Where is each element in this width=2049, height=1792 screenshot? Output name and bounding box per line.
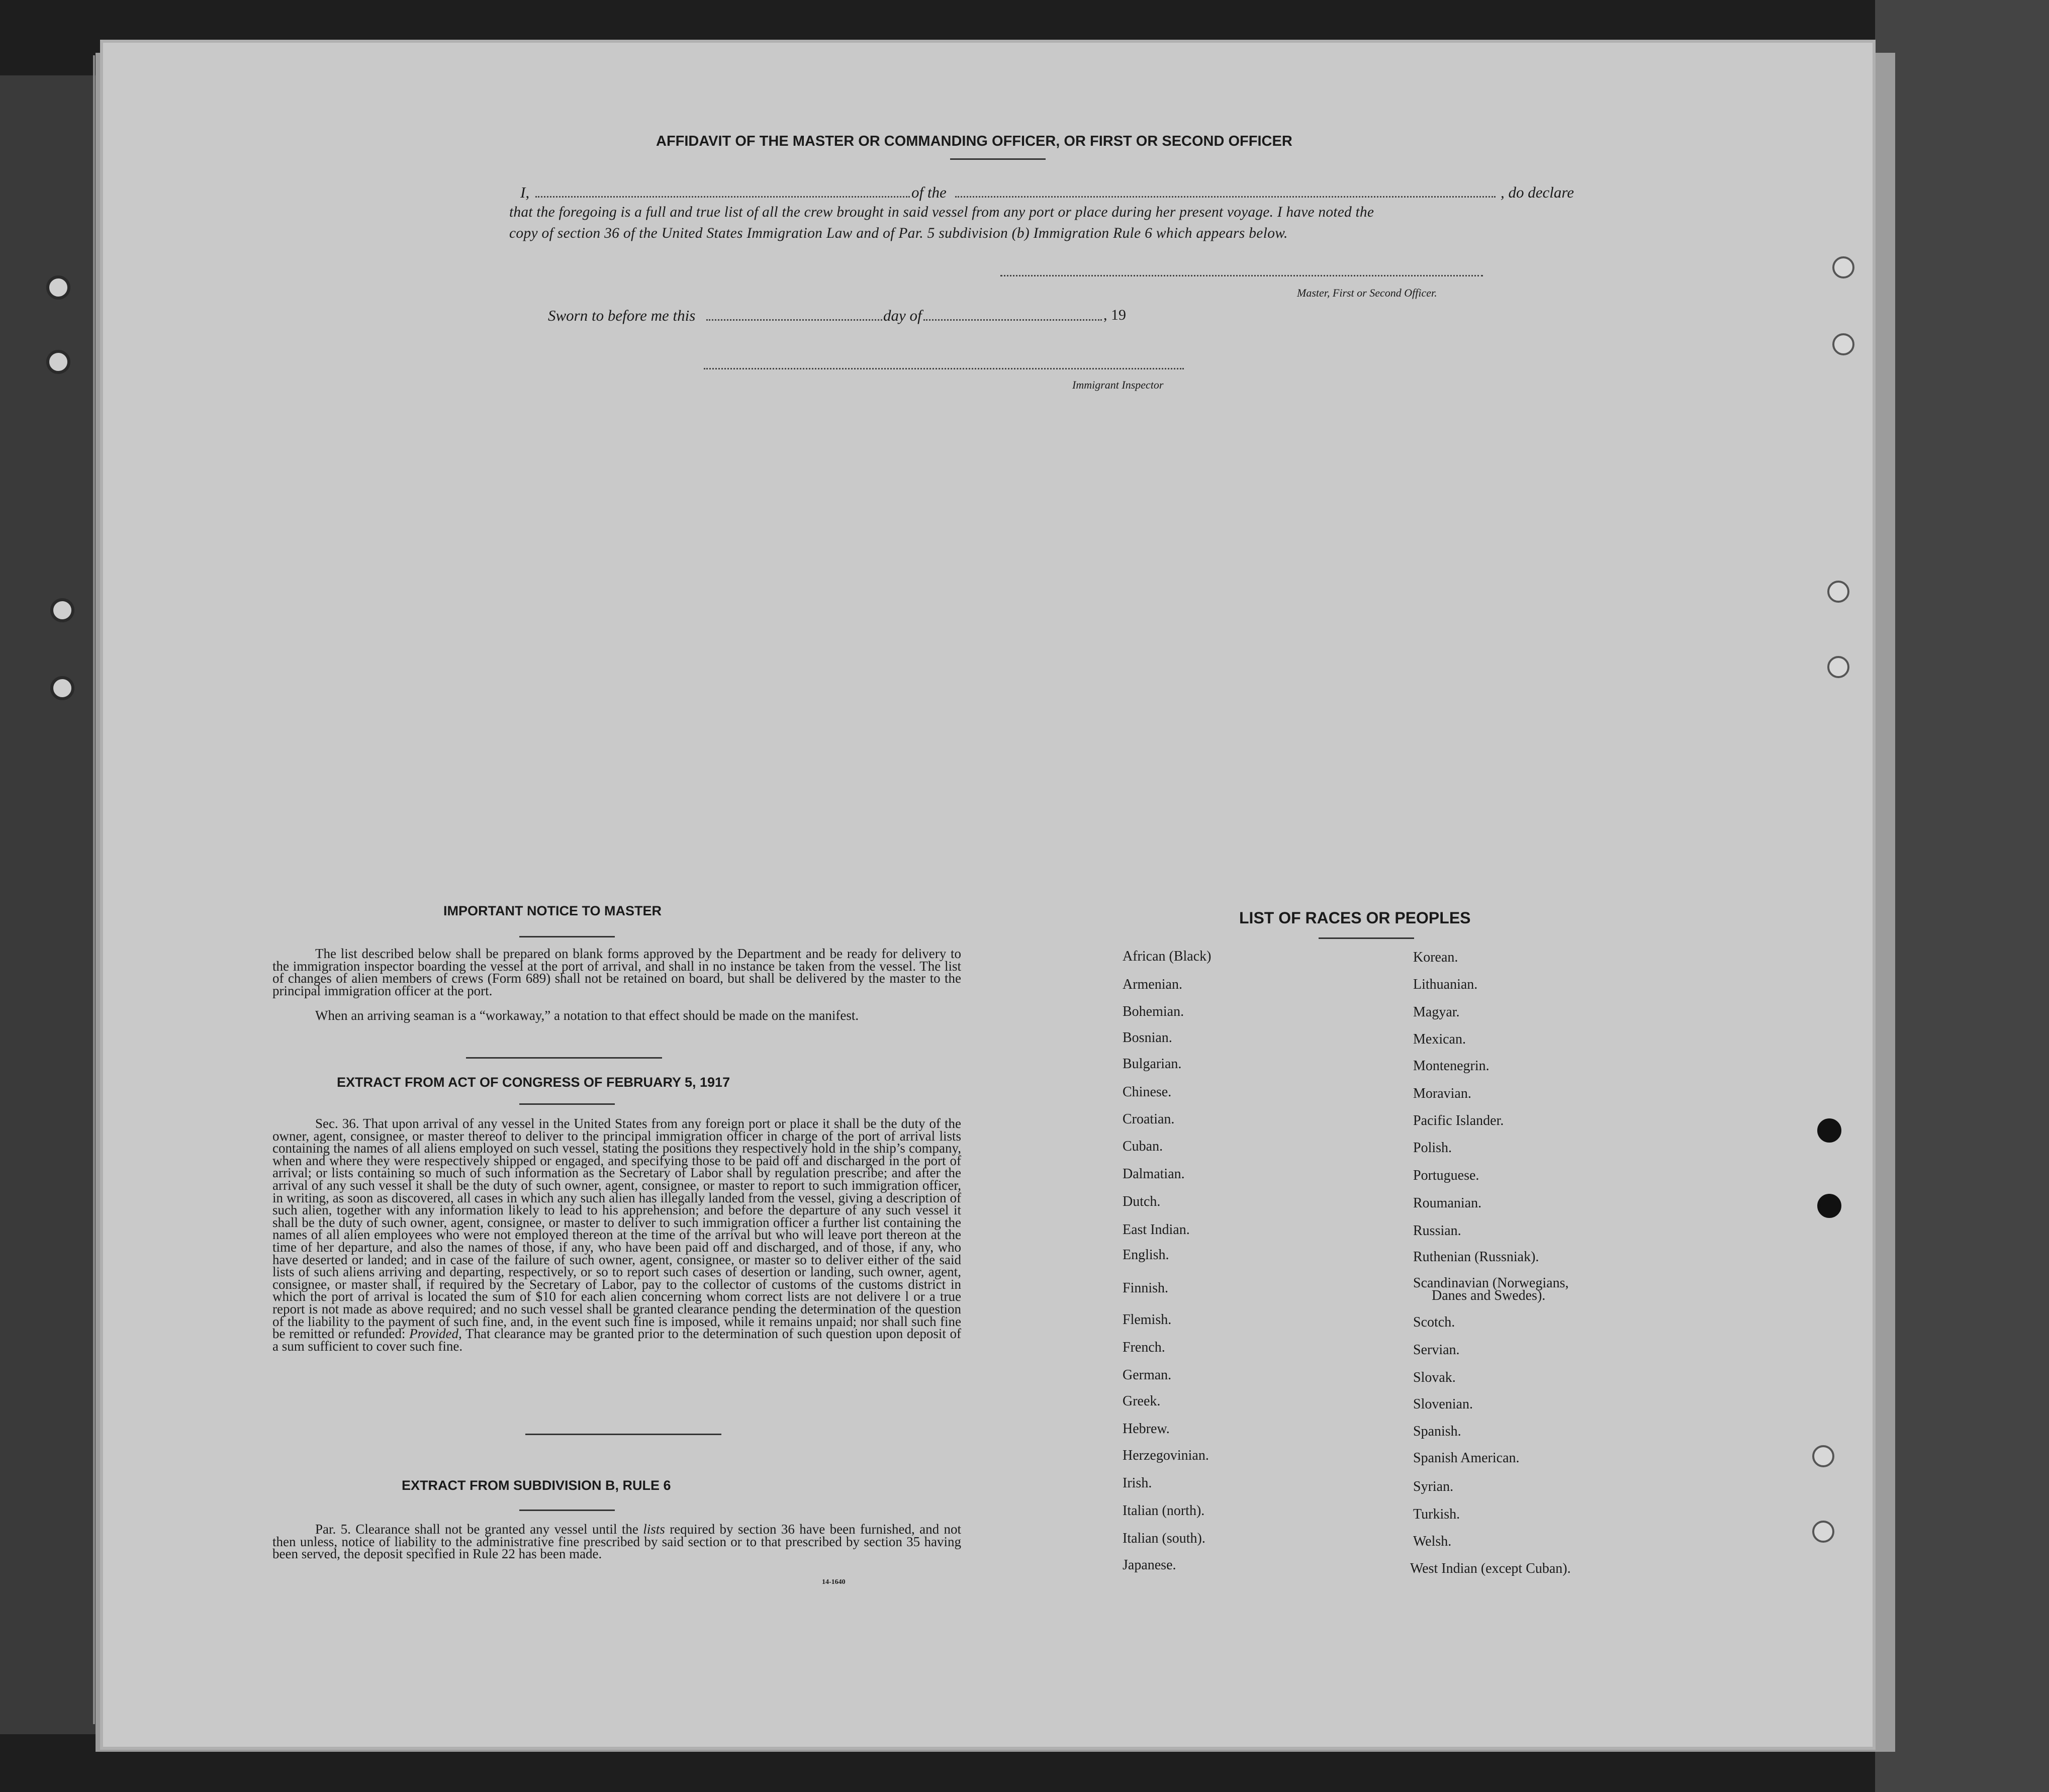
race-item: Ruthenian (Russniak).	[1413, 1249, 1539, 1265]
race-item: Irish.	[1123, 1475, 1152, 1491]
race-item: Armenian.	[1123, 977, 1182, 992]
act-body-tail: That clearance may be granted prior to the determination of such question upon deposit of a sum sufficient to cover such fine.	[272, 1326, 962, 1354]
race-item: Bulgarian.	[1123, 1056, 1182, 1072]
rule-underline	[519, 1510, 615, 1511]
notice-paragraph-2: When an arriving seaman is a “workaway,” a notation to that effect should be made on the manifest.	[315, 1008, 859, 1023]
affidavit-i-label: I,	[520, 183, 530, 201]
race-item: Scandinavian (Norwegians,	[1413, 1275, 1569, 1291]
punch-hole	[1817, 1194, 1841, 1218]
race-item: Moravian.	[1413, 1086, 1471, 1101]
inspector-label: Immigrant Inspector	[1072, 379, 1164, 391]
race-item: Portuguese.	[1413, 1168, 1479, 1183]
sworn-month-field[interactable]	[923, 308, 1102, 321]
act-body	[272, 1117, 961, 1352]
races-title: LIST OF RACES OR PEOPLES	[1239, 909, 1471, 927]
race-item: Turkish.	[1413, 1506, 1460, 1522]
race-item: Bohemian.	[1123, 1004, 1184, 1019]
race-item: Chinese.	[1123, 1084, 1172, 1100]
race-item: African (Black)	[1123, 949, 1212, 964]
race-item: Korean.	[1413, 950, 1458, 965]
act-underline	[519, 1103, 615, 1105]
section-divider	[466, 1057, 662, 1059]
affidavit-of-the: of the	[911, 183, 947, 201]
race-item: Italian (north).	[1123, 1503, 1205, 1519]
race-item: Russian.	[1413, 1223, 1461, 1239]
race-item: Croatian.	[1123, 1111, 1175, 1127]
sworn-label: Sworn to before me this	[548, 307, 696, 324]
race-item: Japanese.	[1123, 1557, 1176, 1573]
binder-hole	[46, 350, 70, 374]
race-item: Polish.	[1413, 1140, 1452, 1156]
race-item: Italian (south).	[1123, 1531, 1205, 1546]
punch-hole	[1812, 1445, 1834, 1467]
background-right	[1875, 0, 2049, 1792]
background-left	[0, 75, 96, 1734]
master-signature-label: Master, First or Second Officer.	[1297, 287, 1437, 299]
race-item: English.	[1123, 1247, 1169, 1263]
race-item: Servian.	[1413, 1342, 1460, 1358]
punch-hole	[1812, 1521, 1834, 1543]
notice-underline	[519, 936, 615, 937]
title-underline	[950, 158, 1046, 160]
race-item: Greek.	[1123, 1393, 1161, 1409]
race-item: German.	[1123, 1367, 1172, 1383]
rule-body	[272, 1523, 961, 1560]
race-item: French.	[1123, 1340, 1165, 1355]
race-item: East Indian.	[1123, 1222, 1190, 1238]
punch-hole	[1832, 333, 1854, 355]
punch-hole	[1827, 656, 1849, 678]
name-field[interactable]	[535, 185, 910, 198]
vessel-field[interactable]	[955, 185, 1496, 198]
race-item: Herzegovinian.	[1123, 1448, 1209, 1463]
binder-hole	[50, 676, 74, 700]
race-item: Lithuanian.	[1413, 977, 1478, 992]
race-item: Pacific Islander.	[1413, 1113, 1504, 1128]
race-item: Slovak.	[1413, 1370, 1456, 1385]
section-divider	[525, 1434, 721, 1435]
sheet-edge	[93, 55, 95, 1724]
rule-text-b: required by section 36 have been furnished, and not then unless, notice of liability to the administrative fine prescribed by said section or to that prescribed by section 35 having been served, the deposit specified in Rule 22 has been made.	[272, 1522, 962, 1562]
race-item: Spanish American.	[1413, 1450, 1520, 1466]
year-label: , 19	[1103, 307, 1126, 323]
race-item: Mexican.	[1413, 1031, 1466, 1047]
affidavit-title: AFFIDAVIT OF THE MASTER OR COMMANDING OFFICER, OR FIRST OR SECOND OFFICER	[656, 133, 1292, 149]
race-item: Slovenian.	[1413, 1396, 1473, 1412]
act-provided: Provided,	[409, 1326, 462, 1342]
act-section-label: Sec. 36.	[315, 1116, 359, 1131]
affidavit-do-declare: , do declare	[1501, 183, 1574, 201]
rule-title: EXTRACT FROM SUBDIVISION B, RULE 6	[402, 1478, 671, 1493]
race-item: Scotch.	[1413, 1314, 1455, 1330]
act-body-text: That upon arrival of any vessel in the United States from any foreign port or place it shall be the duty of the owner, agent, consignee, or master thereof to deliver to the principal immigration officer in charge of the port of arrival lists containing the names of all aliens employed on such vessel, stating the positions they respectively hold in the ship’s company, when and where they were respectively shipped or engaged, and specifying those to be paid off and discharged in the port of arrival; or lists containing so much of such information as the Secretary of Labor shall by regulation prescribe; and after the arrival of any such vessel it shall be the duty of such owner, agent, consignee, or master to report to such immigration officer, in writing, as soon as discovered, all cases in which any such alien has illegally landed from the vessel, giving a description of such alien, together with any information likely to lead to his apprehension; and before the departure of any such vessel it shall be the duty of such owner, agent, consignee, or master to deliver to such immigration officer a further list containing the names of all alien employees who were not employed thereon at the time of the arrival but who will leave port thereon at the time of her departure, and also the names of those, if any, who have been paid off and discharged, and of those, if any, who have deserted or landed; and in case of the failure of such owner, agent, consignee, or master so to deliver either of the said lists of such aliens arriving and departing, respectively, or so to report such cases of desertion or landing, such owner, agent, consignee, or master shall, if required by the Secretary of Labor, pay to the collector of customs of the customs district in which the port of arrival is located the sum of $10 for each alien concerning whom correct lists are not delivere l or a true report is not made as above required; and no such vessel shall be granted clearance pending the determination of the question of the liability to the payment of such fine, and, in the event such fine is imposed, while it remains unpaid; nor shall such fine be remitted or refunded:	[272, 1116, 961, 1342]
day-of-label: day of	[883, 307, 922, 324]
master-signature-field[interactable]	[1000, 274, 1483, 276]
sworn-day-field[interactable]	[706, 308, 882, 321]
notice-title: IMPORTANT NOTICE TO MASTER	[443, 903, 662, 918]
race-item: Magyar.	[1413, 1004, 1460, 1020]
rule-lists: lists	[643, 1522, 665, 1537]
race-item: Danes and Swedes).	[1432, 1288, 1546, 1303]
race-item: West Indian (except Cuban).	[1410, 1561, 1571, 1576]
act-title: EXTRACT FROM ACT OF CONGRESS OF FEBRUARY 5, 1917	[337, 1075, 730, 1090]
race-item: Dalmatian.	[1123, 1166, 1185, 1182]
form-number: 14-1640	[822, 1578, 846, 1586]
races-underline	[1319, 937, 1414, 939]
race-item: Cuban.	[1123, 1139, 1163, 1154]
inspector-signature-field[interactable]	[704, 367, 1184, 369]
race-item: Spanish.	[1413, 1424, 1461, 1439]
race-item: Bosnian.	[1123, 1030, 1172, 1046]
race-item: Roumanian.	[1413, 1195, 1482, 1211]
affidavit-line2: that the foregoing is a full and true list of all the crew brought in said vessel from any port or place during her present voyage. I have noted the	[509, 204, 1374, 220]
race-item: Dutch.	[1123, 1194, 1161, 1209]
affidavit-line3: copy of section 36 of the United States Immigration Law and of Par. 5 subdivision (b) Immigration Rule 6 which appears below.	[509, 225, 1288, 241]
race-item: Syrian.	[1413, 1479, 1454, 1494]
binder-hole	[50, 598, 74, 622]
race-item: Flemish.	[1123, 1312, 1172, 1328]
notice-paragraph-1: The list described below shall be prepared on blank forms approved by the Department and be ready for delivery to the immigration inspector boarding the vessel at the port of arrival, and shall in no instance be taken from the vessel. The list of changes of alien members of crews (Form 689) shall not be retained on board, but shall be delivered by the master to the principal immigration officer at the port.	[272, 946, 961, 998]
form-page	[103, 43, 1873, 1747]
race-item: Welsh.	[1413, 1534, 1452, 1549]
binder-hole	[46, 275, 70, 300]
punch-hole	[1817, 1118, 1841, 1143]
race-item: Montenegrin.	[1413, 1058, 1489, 1074]
race-item: Hebrew.	[1123, 1421, 1170, 1437]
punch-hole	[1832, 256, 1854, 278]
punch-hole	[1827, 581, 1849, 603]
race-item: Finnish.	[1123, 1280, 1169, 1296]
rule-text-a: Par. 5. Clearance shall not be granted any vessel until the	[315, 1522, 638, 1537]
